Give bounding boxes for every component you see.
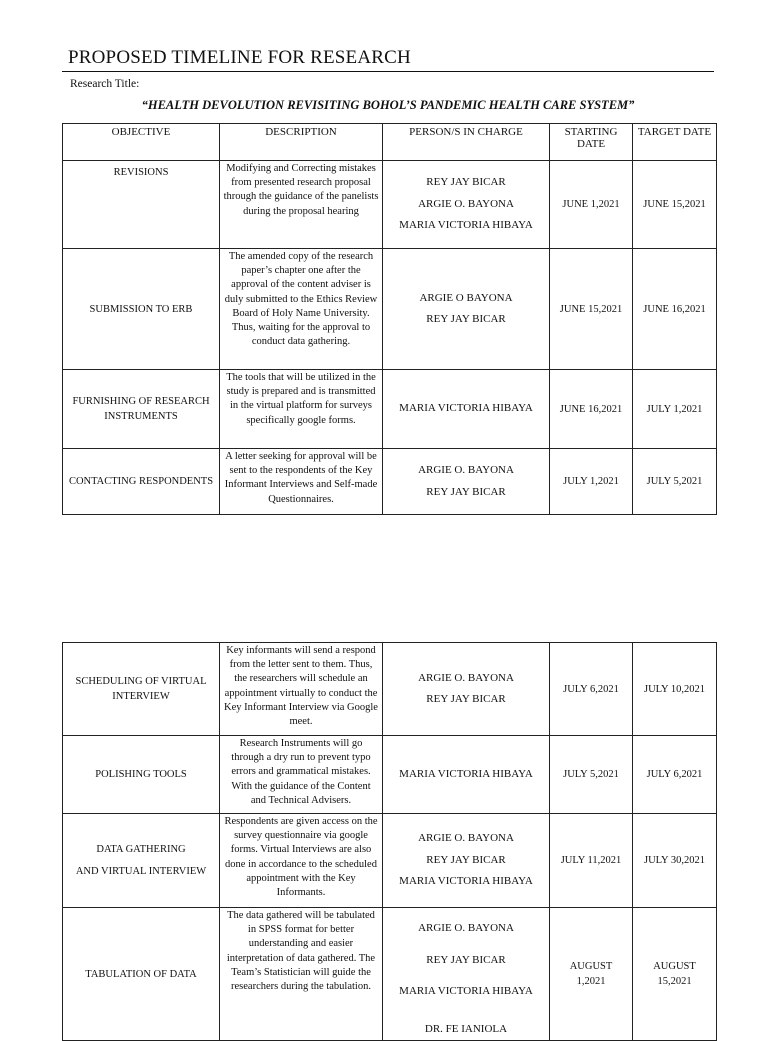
- person-name: REY JAY BICAR: [426, 693, 506, 705]
- description-cell: Modifying and Correcting mistakes from presented research proposal through the guidance of the panelists during the proposal hearing: [220, 161, 383, 249]
- target-date: JULY 30,2021: [633, 814, 717, 908]
- objective-text: SUBMISSION TO ERB: [89, 303, 193, 315]
- person-name: MARIA VICTORIA HIBAYA: [399, 767, 533, 780]
- description-cell: The amended copy of the research paper’s chapter one after the approval of the content adviser is duly submitted to the Ethics Review Board of Holy Name University. Thus, waiting for the approval to conduct data gathering.: [220, 249, 383, 370]
- document-title: PROPOSED TIMELINE FOR RESEARCH: [68, 47, 411, 68]
- person-name: REY JAY BICAR: [426, 313, 506, 325]
- person-name: ARGIE O. BAYONA: [418, 671, 514, 684]
- target-date: JUNE 16,2021: [633, 249, 717, 370]
- person-name: DR. FE IANIOLA: [424, 1022, 508, 1035]
- persons-cell: [383, 249, 550, 370]
- persons-cell: [383, 161, 550, 249]
- target-date: JULY 6,2021: [633, 736, 717, 814]
- person-name: REY JAY BICAR: [426, 485, 506, 498]
- persons-cell: [383, 370, 550, 449]
- table-row: [63, 370, 717, 449]
- table-row: [63, 736, 717, 814]
- objective-text: REVISIONS: [113, 167, 169, 178]
- objective-cell: [63, 908, 220, 1041]
- persons-cell: [383, 736, 550, 814]
- objective-cell: [63, 814, 220, 908]
- starting-date: AUGUST 1,2021: [550, 908, 633, 1041]
- header-description: DESCRIPTION: [220, 124, 383, 161]
- starting-date: JUNE 1,2021: [550, 161, 633, 249]
- person-name: ARGIE O BAYONA: [419, 291, 513, 304]
- description-cell: Research Instruments will go through a dry run to prevent typo errors and grammatical mistakes. With the guidance of the Content and Technical Advisers.: [220, 736, 383, 814]
- table-row: [63, 161, 717, 249]
- objective-cell: [63, 370, 220, 449]
- persons-cell: [383, 814, 550, 908]
- table-row: [63, 449, 717, 515]
- persons-cell: [383, 908, 550, 1041]
- header-starting-date: STARTING DATE: [550, 124, 633, 161]
- person-name: REY JAY BICAR: [426, 176, 506, 189]
- title-rule: [62, 71, 714, 72]
- table-row: [63, 814, 717, 908]
- description-cell: Key informants will send a respond from the letter sent to them. Thus, the researchers will schedule an appointment virtually to conduct the Key Informant Interview via Google meet.: [220, 643, 383, 736]
- description-cell: Respondents are given access on the survey questionnaire via google forms. Virtual Interviews are also done in accordance to the scheduled appointment with the Key Informants.: [220, 814, 383, 908]
- objective-text: FURNISHING OF RESEARCH INSTRUMENTS: [72, 396, 210, 422]
- objective-text: POLISHING TOOLS: [95, 769, 187, 780]
- target-date: JUNE 15,2021: [633, 161, 717, 249]
- research-title: “HEALTH DEVOLUTION REVISITING BOHOL’S PANDEMIC HEALTH CARE SYSTEM”: [141, 98, 635, 112]
- person-name: ARGIE O. BAYONA: [418, 197, 514, 210]
- starting-date: JULY 5,2021: [550, 736, 633, 814]
- description-cell: The data gathered will be tabulated in SPSS format for better understanding and easier interpretation of data gathered. The Team’s Statistician will guide the researchers during the tabulation.: [220, 908, 383, 1041]
- objective-text: CONTACTING RESPONDENTS: [68, 476, 214, 487]
- objective-cell: [63, 643, 220, 736]
- person-name: ARGIE O. BAYONA: [418, 922, 514, 934]
- person-name: ARGIE O. BAYONA: [418, 464, 514, 476]
- table-row: [63, 249, 717, 370]
- table-row: [63, 643, 717, 736]
- objective-cell: [63, 161, 220, 249]
- starting-date: JULY 6,2021: [550, 643, 633, 736]
- header-persons: PERSON/S IN CHARGE: [383, 124, 550, 161]
- person-name: MARIA VICTORIA HIBAYA: [399, 875, 533, 888]
- objective-cell: [63, 449, 220, 515]
- timeline-table-1: [62, 123, 717, 515]
- description-cell: The tools that will be utilized in the study is prepared and is transmitted in the virtual platform for surveys specifically google forms.: [220, 370, 383, 449]
- header-objective: OBJECTIVE: [63, 124, 220, 161]
- description-cell: A letter seeking for approval will be sent to the respondents of the Key Informant Interviews and Self-made Questionnaires.: [220, 449, 383, 515]
- target-date: JULY 1,2021: [633, 370, 717, 449]
- persons-cell: [383, 643, 550, 736]
- header-row: [63, 124, 717, 161]
- person-name: MARIA VICTORIA HIBAYA: [399, 219, 533, 232]
- starting-date: JULY 1,2021: [550, 449, 633, 515]
- person-name: MARIA VICTORIA HIBAYA: [399, 402, 533, 415]
- person-name: REY JAY BICAR: [426, 853, 506, 866]
- header-target-date: TARGET DATE: [633, 124, 717, 161]
- objective-text: DATA GATHERING: [96, 844, 186, 855]
- target-date: AUGUST 15,2021: [633, 908, 717, 1041]
- objective-text: SCHEDULING OF VIRTUAL INTERVIEW: [75, 676, 207, 702]
- timeline-table-2: [62, 642, 717, 1041]
- target-date: JULY 5,2021: [633, 449, 717, 515]
- table-row: [63, 908, 717, 1041]
- persons-cell: [383, 449, 550, 515]
- target-date: JULY 10,2021: [633, 643, 717, 736]
- objective-cell: [63, 249, 220, 370]
- person-name: MARIA VICTORIA HIBAYA: [399, 985, 533, 997]
- person-name: REY JAY BICAR: [426, 953, 506, 966]
- starting-date: JUNE 15,2021: [550, 249, 633, 370]
- objective-cell: [63, 736, 220, 814]
- research-title-label: Research Title:: [70, 78, 140, 90]
- starting-date: JUNE 16,2021: [550, 370, 633, 449]
- objective-text: AND VIRTUAL INTERVIEW: [75, 865, 207, 877]
- objective-text: TABULATION OF DATA: [85, 968, 197, 980]
- person-name: ARGIE O. BAYONA: [418, 832, 514, 845]
- starting-date: JULY 11,2021: [550, 814, 633, 908]
